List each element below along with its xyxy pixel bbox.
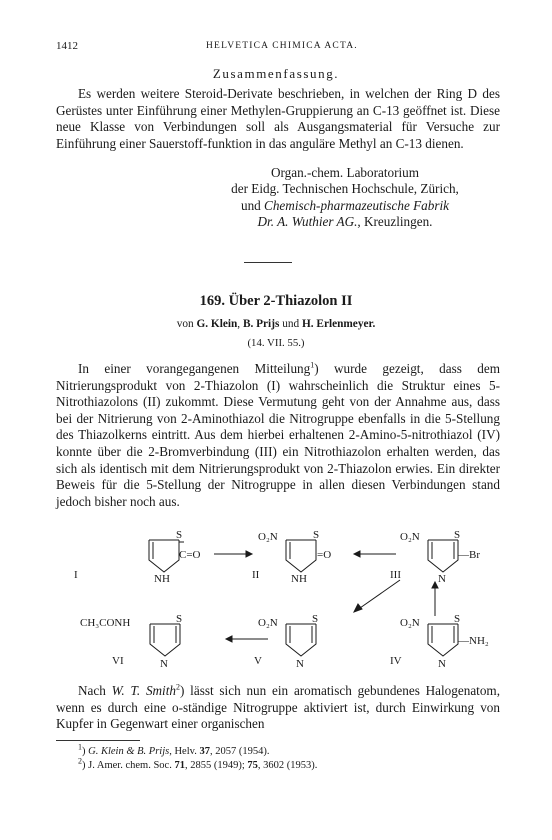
ring-compound-VI [150, 624, 180, 656]
affiliation [190, 165, 500, 231]
section-separator [244, 262, 292, 263]
reaction-scheme [56, 528, 500, 678]
group-NO2-II: O₂N [258, 531, 278, 543]
affiliation-und: und [240, 197, 261, 213]
authors-and: und [282, 318, 300, 330]
atom-S-VI: S [176, 613, 183, 625]
page-number: 1412 [56, 40, 78, 52]
article-title: 169. Über 2-Thiazolon II [199, 293, 353, 309]
article-date: (14. VII. 55.) [247, 337, 305, 349]
label-III: III [390, 569, 401, 581]
atom-S-II: S [313, 529, 320, 541]
author-3: H. Erlenmeyer. [301, 318, 376, 330]
summary-paragraph: Es werden weitere Steroid-Derivate beschrieben, in welchen der Ring D des Gerüstes unter Einführung einer Methylen-Gruppierung an C-13 geöffnet ist. Diese neue Klasse von Verbindungen soll als Ausgangsmaterial für Versuche zur Einführung einer Sauerstoff-funktion in das anguläre Methyl an C-13 dienen. [56, 86, 500, 151]
author-1: G. Klein [196, 318, 238, 330]
journal-title: HELVETICA CHIMICA ACTA. [206, 41, 358, 51]
affiliation-line-4 [190, 214, 500, 230]
label-V: V [254, 655, 262, 667]
affiliation-company: Chemisch-pharmazeutische Fabrik [264, 197, 450, 213]
cited-author-smith: W. T. Smith [111, 683, 176, 698]
body-paragraph-2: Nach W. T. Smith$^2$) lässt sich nun ein aromatisch gebundenes Halogenatom, wenn es durch eine o-ständige Nitrogruppe aktiviert ist, durch Einwirkung von Kupfer in Gegenwart einer organischen [56, 682, 500, 732]
atom-S-III: S [454, 529, 461, 541]
authors-prefix: von [176, 318, 194, 330]
affiliation-line-2: der Eidg. Technischen Hochschule, Zürich, [231, 181, 459, 197]
atom-S-V: S [312, 613, 319, 625]
group-Br-III: —Br [458, 549, 480, 561]
footnotes [78, 742, 508, 772]
footnote-2: $^2$) J. Amer. chem. Soc. 71, 2855 (1949); 75, 3602 (1953). [78, 756, 318, 771]
ring-compound-IV [428, 624, 458, 656]
group-NO2-IV: O₂N [400, 617, 420, 629]
atom-S-I: S [176, 529, 183, 541]
summary-title: Zusammenfassung. [212, 66, 340, 81]
atom-N-IV: N [438, 658, 446, 670]
group-NH2-IV: —NH₂ [458, 635, 489, 647]
author-2: B. Prijs [242, 318, 280, 330]
group-NO2-V: O₂N [258, 617, 278, 629]
affiliation-city: , Kreuzlingen. [357, 214, 433, 230]
atom-N-V: N [296, 658, 304, 670]
group-eqO-II: =O [317, 549, 332, 561]
label-II: II [252, 569, 260, 581]
footnote-ref-1[interactable]: 1 [310, 360, 315, 370]
arrow-III-to-V [360, 580, 400, 608]
body-paragraph-1: In einer vorangegangenen Mitteilung$^1$) wurde gezeigt, dass dem Nitrierungsprodukt von 2-Thiazolon (I) wahrscheinlich die Struktur eines 5-Nitrothiazolons (II) zukommt. Diese Vermutung geht von der Annahme aus, dass bei der Nitrierung von 2-Aminothiazol die Nitrogruppe ebenfalls in die 5-Stellung des Thiazolkerns eintritt. Aus dem hierbei erhaltenen 2-Amino-5-nitrothiazol (IV) konnte über die 2-Bromverbindung (III) ein Nitrothiazolon erhalten werden, das sich als identisch mit dem Nitrierungsprodukt von 2-Thiazolon erwies. Ein direkter Beweis für die 5-Stellung der Nitrogruppe in allen diesen Verbindungen stand jedoch bisher noch aus. [56, 360, 500, 509]
group-CO-I: C=O [179, 549, 201, 561]
ring-compound-III [428, 540, 458, 572]
atom-N-III: N [438, 573, 446, 585]
group-CH3CONH-VI: CH₃CONH [80, 617, 131, 629]
ring-compound-V [286, 624, 316, 656]
label-IV: IV [390, 655, 402, 667]
footnote-1: $^1$) G. Klein & B. Prijs, Helv. 37, 2057 (1954). [78, 742, 270, 757]
ring-compound-II [286, 540, 316, 572]
footnote-separator [56, 740, 140, 741]
atom-N-VI: N [160, 658, 168, 670]
group-NO2-III: O₂N [400, 531, 420, 543]
affiliation-line-3 [190, 198, 500, 214]
atom-NH-I: NH [154, 573, 170, 585]
label-I: I [74, 569, 78, 581]
article-authors: von G. Klein, B. Prijs und H. Erlenmeyer. [176, 318, 376, 330]
affiliation-line-1: Organ.-chem. Laboratorium [270, 165, 420, 180]
atom-S-IV: S [454, 613, 461, 625]
atom-NH-II: NH [291, 573, 307, 585]
footnote-ref-2[interactable]: 2 [175, 682, 180, 692]
label-VI: VI [112, 655, 124, 667]
affiliation-company-name: Dr. A. Wuthier AG. [257, 214, 358, 230]
